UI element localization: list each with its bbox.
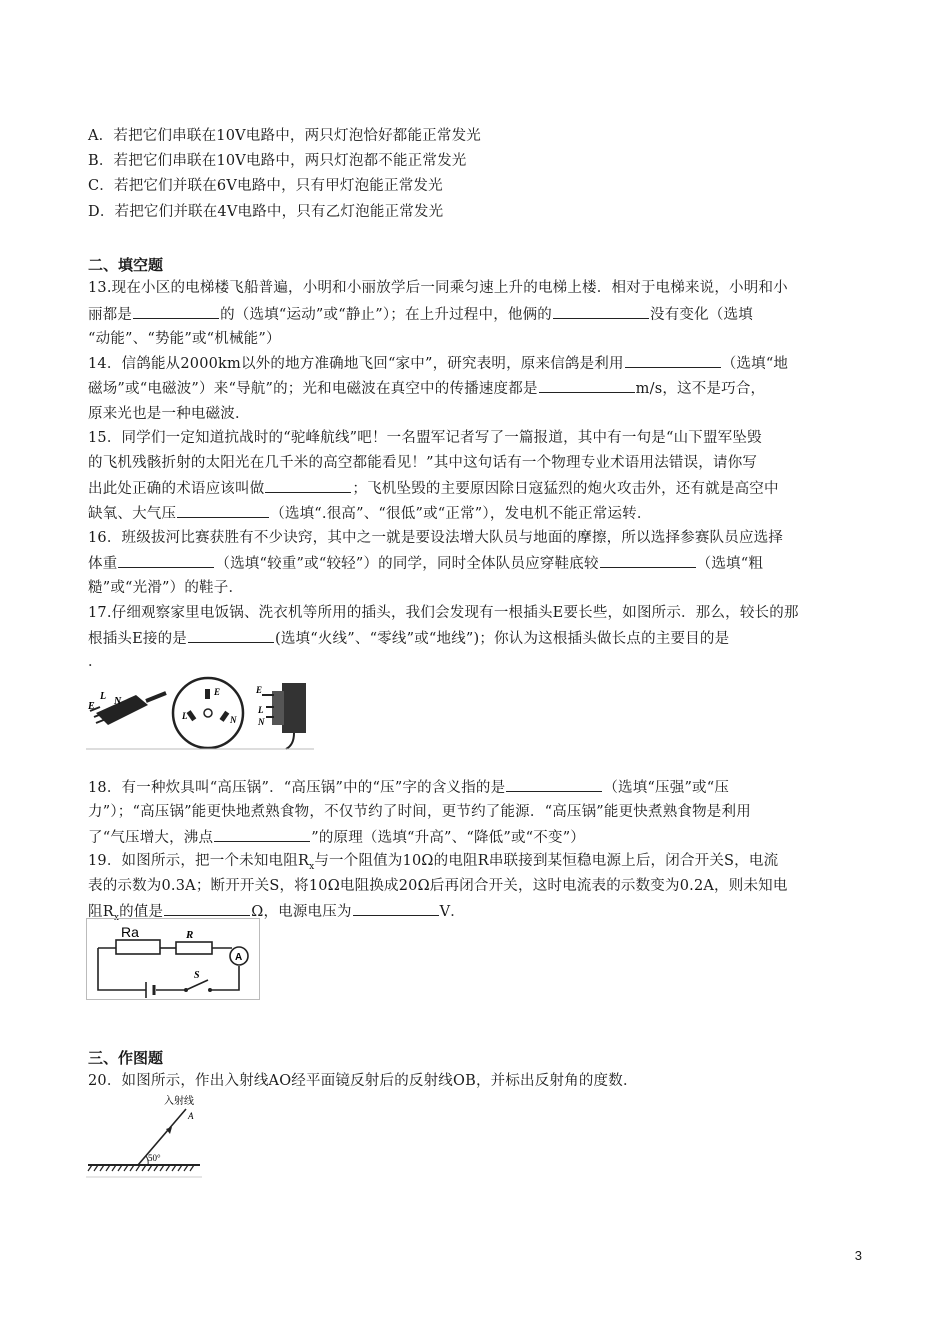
q16-text: （选填“较重”或“较轻”）的同学，同时全体队员应穿鞋底较 — [215, 556, 599, 572]
q13-line1 — [88, 278, 788, 298]
q19-text: 与一个阻值为10Ω的电阻R串联接到某恒稳电源上后，闭合开关S，电流 — [314, 853, 779, 869]
q14-text: 磁场”或“电磁波”）来“导航”的；光和电磁波在真空中的传播速度都是 — [88, 381, 538, 397]
q13-line2 — [88, 304, 753, 325]
switch-icon — [186, 980, 208, 990]
q14-line1 — [88, 353, 788, 374]
q15-text: ；飞机坠毁的主要原因除日寇猛烈的炮火攻击外，还有就是高空中 — [352, 481, 779, 497]
q19-text: 表的示数为0.3A；断开开关S，将10Ω电阻换成20Ω后再闭合开关，这时电流表的示数变为0.2A，则未知电 — [88, 878, 788, 894]
q14-text: 原来光也是一种电磁波． — [88, 406, 250, 422]
label-incident-ray: 入射线 — [164, 1096, 194, 1107]
q14-text: （选填“地 — [721, 356, 789, 372]
q14-text: m/s，这不是巧合， — [635, 381, 766, 397]
q19-line2 — [88, 876, 788, 896]
q19-blank-2[interactable] — [353, 901, 439, 916]
q19-subscript: x — [309, 861, 315, 872]
q19-text: V． — [439, 904, 466, 920]
q20-line1 — [88, 1071, 638, 1091]
q16-line1 — [88, 528, 783, 548]
label-r: R — [186, 929, 194, 941]
circuit-figure — [86, 918, 260, 1000]
q18-text: 18．有一种炊具叫“高压锅”．“高压锅”中的“压”字的含义指的是 — [88, 780, 506, 796]
q15-line2 — [88, 453, 757, 473]
q16-line2 — [88, 553, 763, 574]
q19-text: 19．如图所示，把一个未知电阻R — [88, 853, 310, 869]
q12-option-c: C．若把它们并联在6V电路中，只有甲灯泡能正常发光 — [88, 178, 443, 194]
q17-text: 根插头E接的是 — [88, 631, 187, 647]
label-l: L — [182, 711, 188, 721]
label-angle: 50° — [148, 1153, 161, 1163]
q19-text: 阻R — [88, 904, 114, 920]
section-fill-in-title: 二、填空题 — [88, 256, 164, 274]
q18-line1 — [88, 777, 729, 798]
q17-text: ． — [88, 654, 103, 670]
q18-text: ”的原理（选填“升高”、“降低”或“不变”） — [311, 830, 586, 846]
q12-option-a: A．若把它们串联在10V电路中，两只灯泡恰好都能正常发光 — [88, 128, 481, 144]
label-a: A — [188, 1111, 194, 1121]
page-number: 3 — [854, 1248, 862, 1263]
q13-blank-2[interactable] — [553, 304, 649, 319]
q14-line2 — [88, 378, 765, 399]
q14-line3 — [88, 404, 250, 424]
plug-socket-figure — [86, 673, 314, 751]
label-e: E — [256, 685, 263, 695]
label-ra: Ra — [121, 924, 139, 940]
label-n: N — [258, 717, 265, 727]
q15-blank-1[interactable] — [265, 478, 351, 493]
q18-text: （选填“压强”或“压 — [603, 780, 730, 796]
q13-blank-1[interactable] — [133, 304, 219, 319]
q15-text: 的飞机残骸折射的太阳光在几千米的高空都能看见！”其中这句话有一个物理专业术语用法错误，请你写 — [88, 455, 758, 471]
q19-blank-1[interactable] — [164, 901, 250, 916]
label-e: E — [214, 687, 221, 697]
q18-blank-1[interactable] — [506, 777, 602, 792]
q12-option-b: B．若把它们串联在10V电路中，两只灯泡都不能正常发光 — [88, 153, 467, 169]
label-n: N — [114, 696, 122, 707]
label-e: E — [88, 701, 95, 712]
q14-text: 14．信鸽能从2000km以外的地方准确地飞回“家中”，研究表明，原来信鸽是利用 — [88, 356, 624, 372]
plug-front-icon — [255, 683, 306, 749]
q18-blank-2[interactable] — [214, 827, 310, 842]
plug-side-icon — [87, 691, 166, 725]
q18-text: 力”）；“高压锅”能更快地煮熟食物，不仅节约了时间，更节约了能源．“高压锅”能更快煮熟食物是利用 — [88, 804, 751, 820]
label-a: A — [235, 952, 243, 963]
q15-text: 15．同学们一定知道抗战时的“驼峰航线”吧！一名盟军记者写了一篇报道，其中有一句是“山下盟军坠毁 — [88, 430, 762, 446]
q13-text: 没有变化（选填 — [650, 307, 753, 323]
label-l: L — [258, 705, 264, 715]
mirror-figure — [86, 1093, 202, 1179]
q14-blank-1[interactable] — [625, 353, 721, 368]
q13-line3 — [88, 329, 281, 349]
resistor-r-icon — [176, 942, 212, 954]
q16-text: 体重 — [88, 556, 118, 572]
socket-icon — [173, 678, 243, 748]
q15-text: （选填“.很高”、“很低”或“正常”），发电机不能正常运转． — [270, 506, 652, 522]
q16-line3 — [88, 578, 243, 598]
q16-blank-1[interactable] — [118, 553, 214, 568]
q15-line4 — [88, 503, 652, 524]
q16-blank-2[interactable] — [600, 553, 696, 568]
q15-line3 — [88, 478, 779, 499]
q13-text: 丽都是 — [88, 307, 133, 323]
q17-line2 — [88, 628, 729, 649]
q17-blank-1[interactable] — [188, 628, 274, 643]
q19-text: Ω，电源电压为 — [251, 904, 352, 920]
q19-subscript: x — [113, 912, 120, 923]
q17-line1 — [88, 603, 799, 623]
q17-text: 17.仔细观察家里电饭锅、洗衣机等所用的插头，我们会发现有一根插头E要长些，如图所示．那么，较长的那 — [88, 605, 799, 621]
section-drawing-title: 三、作图题 — [88, 1049, 164, 1067]
q16-text: 16．班级拔河比赛获胜有不少诀窍，其中之一就是要设法增大队员与地面的摩擦，所以选择参赛队员应选择 — [88, 530, 784, 546]
q14-blank-2[interactable] — [539, 378, 635, 393]
incident-ray — [138, 1109, 186, 1165]
q12-option-d: D．若把它们并联在4V电路中，只有乙灯泡能正常发光 — [88, 204, 444, 220]
label-n: N — [230, 715, 237, 725]
label-l: L — [100, 691, 107, 702]
resistor-ra-icon — [116, 940, 160, 954]
q19-line1 — [88, 851, 778, 877]
q13-text: “动能”、“势能”或“机械能”） — [88, 331, 281, 347]
q17-line3 — [88, 652, 103, 672]
q19-text: 的值是 — [119, 904, 164, 920]
q18-line2 — [88, 802, 751, 822]
q13-text: 的（选填“运动”或“静止”）；在上升过程中，他俩的 — [220, 307, 553, 323]
q15-line1 — [88, 428, 762, 448]
q16-text: 糙”或“光滑”）的鞋子． — [88, 580, 244, 596]
q20-text: 20．如图所示，作出入射线AO经平面镜反射后的反射线OB，并标出反射角的度数． — [88, 1073, 638, 1089]
q13-text: 13.现在小区的电梯楼飞船普遍，小明和小丽放学后一同乘匀速上升的电梯上楼．相对于电梯来说，小明和小 — [88, 280, 788, 296]
q15-text: 出此处正确的术语应该叫做 — [88, 481, 265, 497]
q18-line3 — [88, 827, 585, 848]
q18-text: 了“气压增大，沸点 — [88, 830, 214, 846]
q15-text: 缺氧、大气压 — [88, 506, 177, 522]
q16-text: （选填“粗 — [696, 556, 764, 572]
q17-text: (选填“火线”、“零线”或“地线”)；你认为这根插头做长点的主要目的是 — [274, 631, 730, 647]
label-s: S — [194, 970, 200, 981]
q15-blank-2[interactable] — [177, 503, 269, 518]
